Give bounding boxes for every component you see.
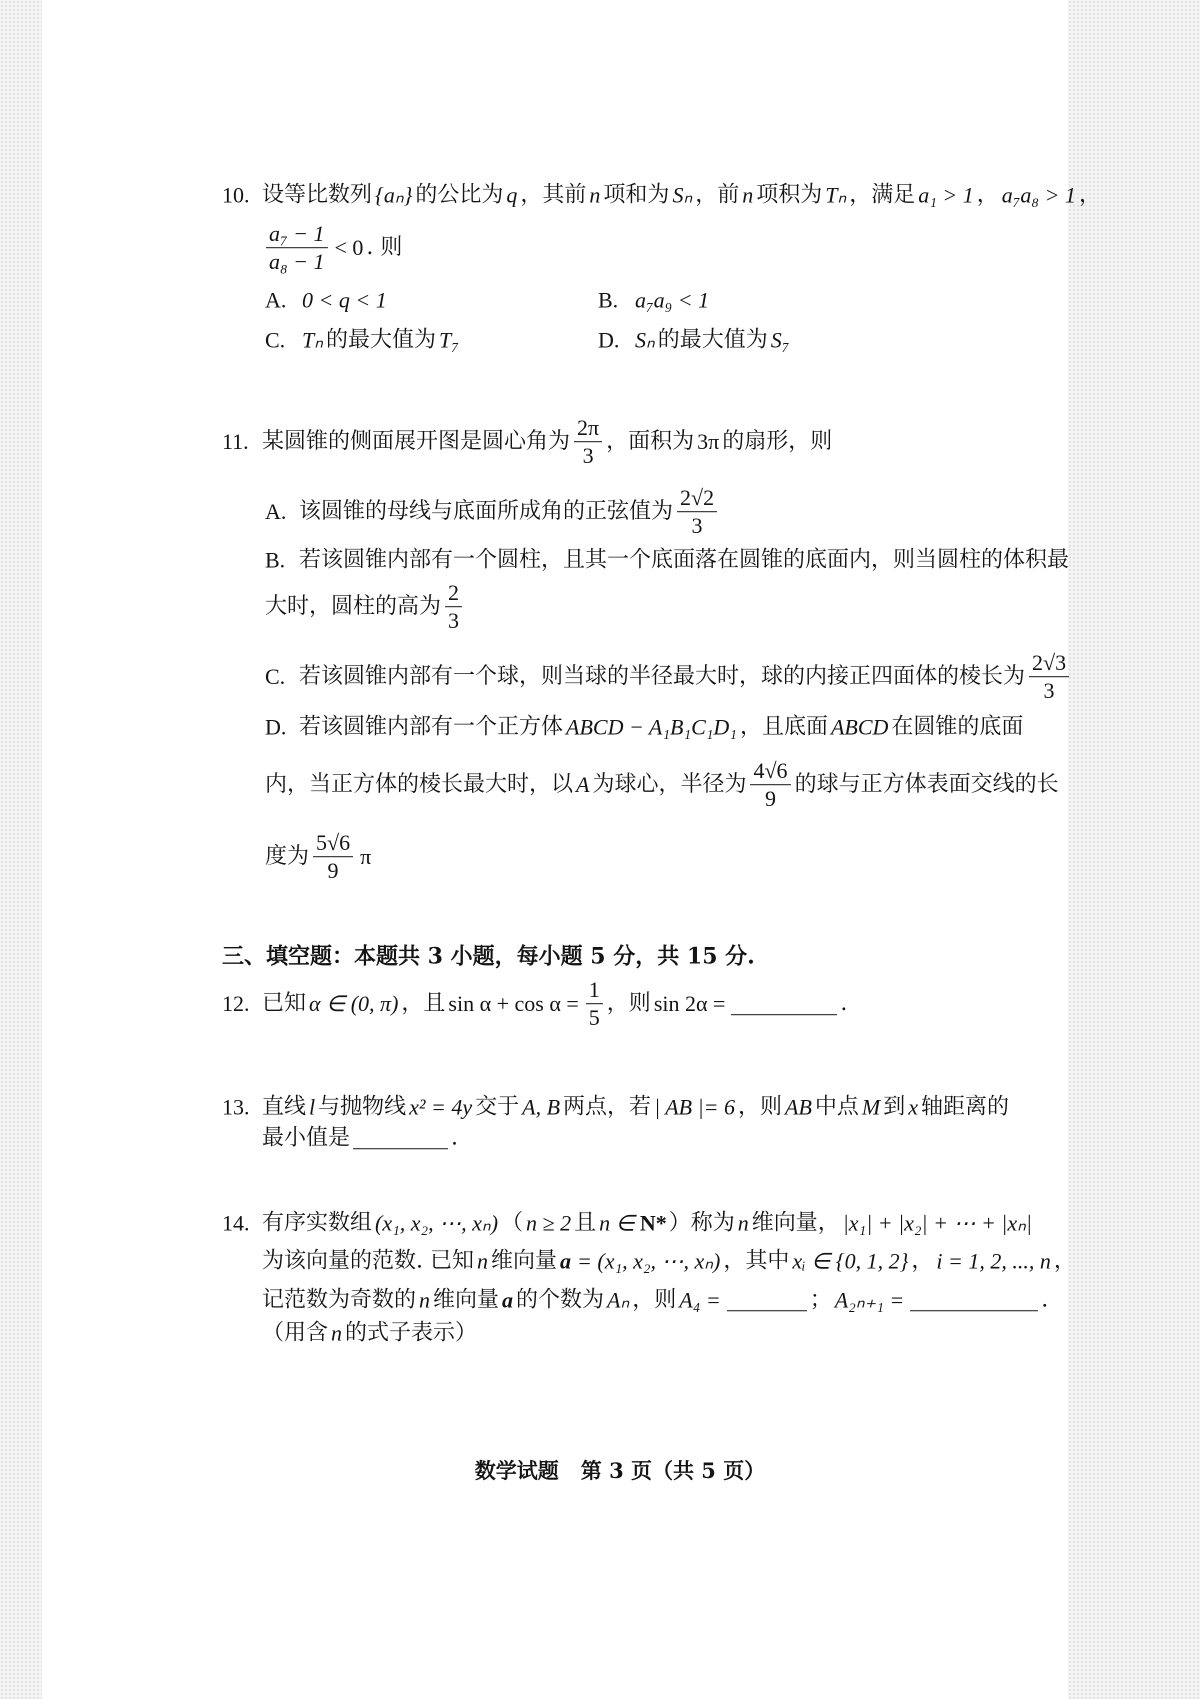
stem-text: 的个数为: [516, 1287, 605, 1313]
fraction: [574, 415, 602, 469]
stem-text: ，: [1053, 1248, 1076, 1274]
option-text: 该圆锥的母线与底面所成角的正弦值为: [299, 499, 674, 525]
math-expression: A: [576, 772, 590, 798]
stem-text: 的扇形，则: [722, 429, 833, 455]
q10-option-c: [265, 326, 462, 354]
math-expression: = (x₁, x₂, ⋯, xₙ): [577, 1248, 721, 1274]
footer-page-number: 第 3 页（共 5 页）: [580, 1458, 766, 1483]
math-expression: (x₁, x₂, ⋯, xₙ): [375, 1210, 499, 1236]
stem-text: 直线: [262, 1094, 307, 1120]
option-text: 若该圆锥内部有一个正方体: [299, 714, 564, 740]
stem-text: 与抛物线: [318, 1094, 407, 1120]
fraction: [750, 758, 790, 812]
math-expression: Sₙ: [635, 327, 655, 353]
fraction-numerator: 4√6: [750, 758, 790, 785]
stem-text: ，且: [401, 991, 446, 1017]
stem-text: （: [501, 1210, 524, 1236]
q10-option-a: [265, 286, 390, 314]
q10-stem-line-1: [222, 181, 1101, 209]
q11-option-d-line-2: [265, 758, 1059, 812]
stem-text: 维向量: [491, 1248, 558, 1274]
math-expression: < 0: [334, 235, 364, 261]
question-number: 10.: [222, 182, 250, 208]
paper-sheet: [42, 0, 1068, 1699]
math-expression: x: [908, 1094, 919, 1120]
option-label: A.: [265, 287, 287, 313]
fraction: [677, 485, 717, 539]
math-expression: sin 2α =: [653, 991, 726, 1017]
q11-option-b-line-2: [265, 580, 466, 634]
math-expression: Tₙ: [302, 327, 324, 353]
question-number: 12.: [222, 991, 250, 1017]
math-expression: M: [861, 1094, 881, 1120]
question-number: 11.: [222, 429, 249, 455]
math-expression: 3π: [697, 429, 720, 455]
stem-text: 已知: [262, 991, 307, 1017]
fraction-numerator: 2: [445, 580, 462, 607]
fraction-numerator: 2π: [574, 415, 602, 442]
fraction: [445, 580, 462, 634]
math-expression: Sₙ: [672, 182, 693, 208]
fraction: [586, 977, 603, 1031]
math-expression: a₇a₈ > 1: [1001, 182, 1076, 208]
section-heading: [222, 943, 755, 971]
stem-text: 维向量: [433, 1287, 500, 1313]
math-expression: T₇: [439, 327, 459, 353]
fraction: [1029, 650, 1069, 704]
stem-text: 设等比数列: [262, 182, 373, 208]
option-text: 的最大值为: [326, 327, 437, 353]
q11-option-a: [265, 485, 721, 539]
q11-option-d-line-1: [265, 713, 1023, 741]
stem-text: ）称为: [668, 1210, 735, 1236]
fraction-numerator: 2√3: [1029, 650, 1069, 677]
math-expression: n: [737, 1210, 749, 1236]
vector-symbol: a: [502, 1287, 514, 1313]
answer-blank: [353, 1127, 448, 1149]
fraction-denominator: a₈ − 1: [269, 249, 325, 275]
math-expression: n ∈: [599, 1210, 635, 1236]
stem-text: ，则: [737, 1094, 782, 1120]
fraction-denominator: 3: [448, 608, 460, 634]
vector-symbol: a: [560, 1248, 572, 1274]
math-expression: n: [589, 182, 601, 208]
stem-text: ，: [1078, 182, 1101, 208]
stem-text: ，: [911, 1248, 934, 1274]
fraction-numerator: a₇ − 1: [266, 221, 328, 248]
stem-text: 到: [883, 1094, 906, 1120]
stem-text: 最小值是: [262, 1125, 351, 1151]
stem-text: . 则: [366, 235, 403, 261]
stem-text: ，面积为: [606, 429, 695, 455]
stem-text: .: [451, 1125, 459, 1151]
natural-number-set: N*: [639, 1210, 667, 1236]
fraction-numerator: 5√6: [313, 830, 353, 857]
option-text: 若该圆锥内部有一个圆柱，且其一个底面落在圆锥的底面内，则当圆柱的体积最: [299, 547, 1070, 573]
math-expression: {aₙ}: [375, 182, 413, 208]
stem-text: 维向量，: [751, 1210, 840, 1236]
math-expression: n: [742, 182, 754, 208]
stem-text: 记范数为奇数的: [262, 1287, 417, 1313]
fraction-numerator: 1: [586, 977, 603, 1004]
q14-stem-line-3: [262, 1286, 1048, 1314]
math-expression: q: [506, 182, 518, 208]
math-expression: i = 1, 2, ..., n: [936, 1248, 1051, 1274]
stem-text: ，则: [606, 991, 651, 1017]
stem-text: ，: [976, 182, 999, 208]
math-expression: π: [360, 844, 372, 870]
math-expression: Aₙ: [607, 1287, 630, 1313]
stem-text: （用含: [262, 1320, 329, 1346]
stem-text: 某圆锥的侧面展开图是圆心角为: [262, 429, 571, 455]
option-label: C.: [265, 327, 286, 353]
option-text: 在圆锥的底面: [891, 714, 1024, 740]
q11-option-b-line-1: [265, 546, 1069, 574]
stem-text: .: [1041, 1287, 1049, 1313]
fraction-denominator: 3: [582, 443, 594, 469]
option-text: 度为: [265, 844, 310, 870]
stem-text: 的式子表示）: [345, 1320, 478, 1346]
option-text: 内，当正方体的棱长最大时，以: [265, 772, 574, 798]
stem-text: 有序实数组: [262, 1210, 373, 1236]
stem-text: .: [840, 991, 848, 1017]
stem-text: ，其中: [723, 1248, 790, 1274]
option-text: ，且底面: [739, 714, 828, 740]
math-expression: n: [331, 1320, 343, 1346]
stem-text: 交于: [475, 1094, 520, 1120]
q10-stem-line-2: [262, 221, 402, 275]
footer-subject: 数学试题: [474, 1458, 559, 1483]
fraction: [266, 221, 328, 275]
math-expression: A₄ =: [679, 1287, 721, 1313]
fraction-denominator: 9: [327, 858, 339, 884]
stem-text: 为该向量的范数. 已知: [262, 1248, 474, 1274]
option-text: 的球与正方体表面交线的长: [794, 772, 1059, 798]
math-expression: | AB |= 6: [654, 1094, 735, 1120]
q13-stem-line-2: [262, 1124, 458, 1152]
option-label: D.: [598, 327, 620, 353]
q10-option-b: [598, 286, 712, 314]
stem-text: 轴距离的: [921, 1094, 1010, 1120]
math-expression: AB: [785, 1094, 812, 1120]
fraction-denominator: 5: [588, 1005, 600, 1031]
q10-option-d: [598, 326, 792, 354]
math-expression: l: [309, 1094, 316, 1120]
stem-text: 两点，若: [563, 1094, 652, 1120]
fraction: [313, 830, 353, 884]
fraction-denominator: 3: [1043, 678, 1055, 704]
option-label: B.: [265, 547, 286, 573]
option-label: A.: [265, 499, 287, 525]
option-label: C.: [265, 664, 286, 690]
option-label: B.: [598, 287, 619, 313]
q14-stem-line-2: [262, 1247, 1076, 1275]
stem-text: 的公比为: [415, 182, 504, 208]
math-expression: n: [477, 1248, 488, 1274]
math-expression: Tₙ: [825, 182, 847, 208]
fraction-numerator: 2√2: [677, 485, 717, 512]
fraction-denominator: 3: [691, 513, 703, 539]
math-expression: A₂ₙ₊₁ =: [834, 1287, 905, 1313]
stem-text: 项和为: [603, 182, 670, 208]
math-expression: A, B: [522, 1094, 561, 1120]
math-expression: x² = 4y: [409, 1094, 473, 1120]
q11-option-d-line-3: [265, 830, 374, 884]
option-text: 大时，圆柱的高为: [265, 594, 442, 620]
fraction-denominator: 9: [765, 786, 777, 812]
option-text: 的最大值为: [657, 327, 768, 353]
option-text: 若该圆锥内部有一个球，则当球的半径最大时，球的内接正四面体的棱长为: [299, 664, 1026, 690]
answer-blank: [910, 1289, 1038, 1311]
stem-text: ，则: [632, 1287, 677, 1313]
math-expression: α ∈ (0, π): [309, 991, 399, 1017]
option-label: D.: [265, 714, 287, 740]
math-expression: xᵢ ∈ {0, 1, 2}: [792, 1248, 909, 1274]
answer-blank: [727, 1289, 807, 1311]
answer-blank: [731, 993, 837, 1015]
math-expression: S₇: [770, 327, 790, 353]
stem-text: ，满足: [849, 182, 916, 208]
page-footer: [475, 1455, 765, 1485]
stem-text: 且: [574, 1210, 597, 1236]
q12-stem: [222, 977, 847, 1031]
math-expression: n: [419, 1287, 431, 1313]
question-number: 14.: [222, 1210, 250, 1236]
math-expression: ABCD: [830, 714, 889, 740]
stem-text: 项积为: [756, 182, 823, 208]
math-expression: n ≥ 2: [526, 1210, 572, 1236]
stem-text: ；: [809, 1287, 832, 1313]
math-expression: a₇a₉ < 1: [635, 287, 710, 313]
q13-stem-line-1: [222, 1093, 1009, 1121]
math-expression: ABCD − A₁B₁C₁D₁: [566, 714, 737, 740]
math-expression: 0 < q < 1: [302, 287, 387, 313]
section-title: 三、填空题：本题共 3 小题，每小题 5 分，共 15 分.: [222, 943, 755, 970]
option-text: 为球心，半径为: [592, 772, 747, 798]
q11-option-c: [265, 650, 1073, 704]
stem-text: 中点: [814, 1094, 859, 1120]
stem-text: ，前: [695, 182, 740, 208]
q11-stem: [222, 415, 832, 469]
math-expression: |x₁| + |x₂| + ⋯ + |xₙ|: [842, 1210, 1032, 1236]
math-expression: sin α + cos α =: [448, 991, 579, 1017]
stem-text: ，其前: [520, 182, 587, 208]
q14-stem-line-4: [262, 1319, 477, 1347]
question-number: 13.: [222, 1094, 250, 1120]
math-expression: a₁ > 1: [918, 182, 974, 208]
q14-stem-line-1: [222, 1209, 1035, 1237]
